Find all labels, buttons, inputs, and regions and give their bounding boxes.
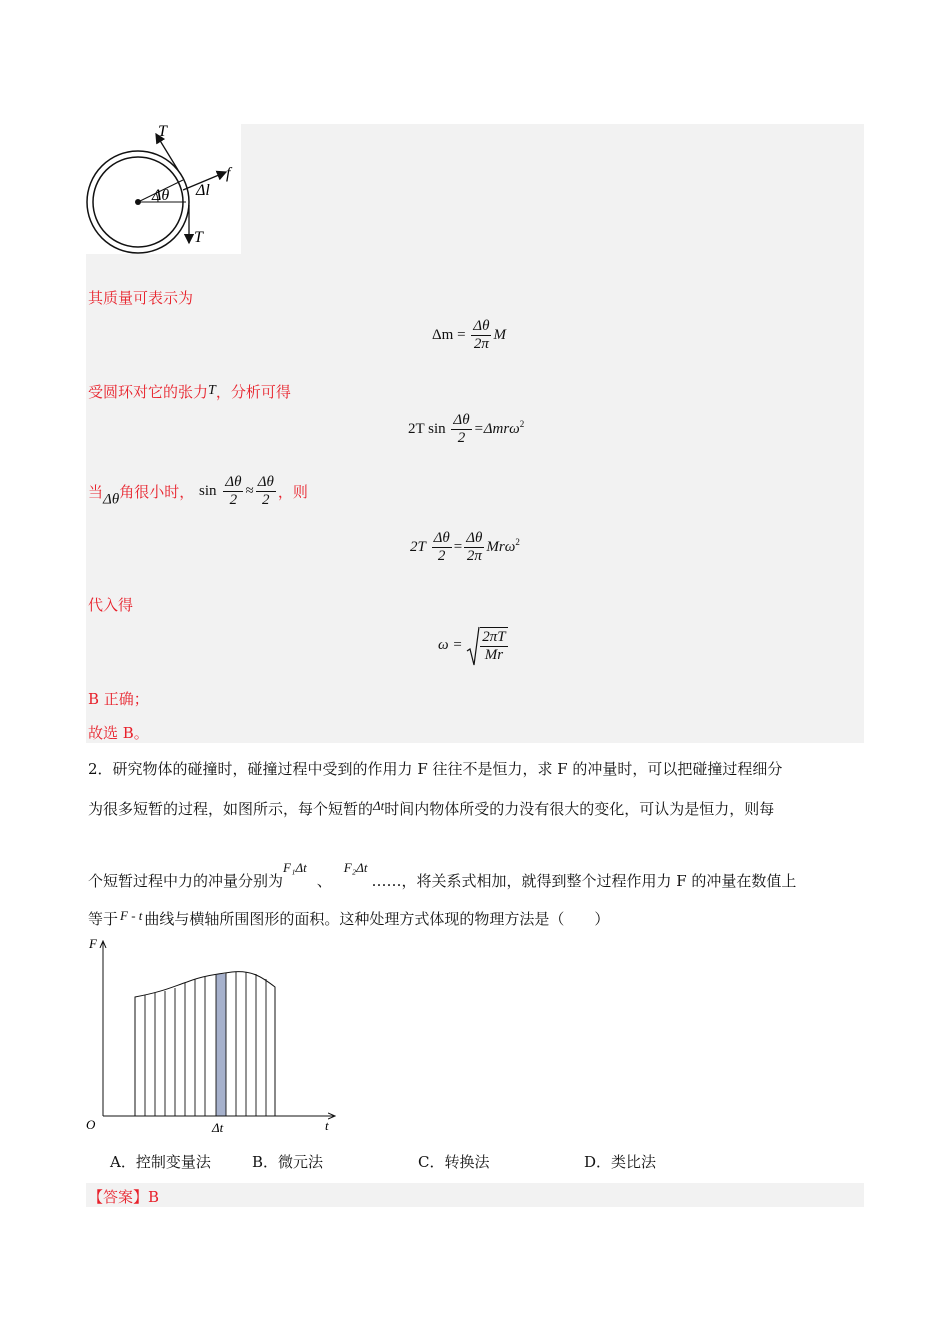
eq3-rhs: Mrω: [486, 538, 516, 555]
ring-tension-diagram: [86, 120, 246, 255]
label-t-bottom: T: [194, 229, 203, 246]
eq1-num: Δθ: [473, 318, 490, 334]
axis-x-label: t: [325, 1118, 329, 1133]
option-b[interactable]: B．微元法: [252, 1153, 324, 1171]
line3-pre: 当: [88, 483, 104, 501]
q2-line4-post: 曲线与横轴所围图形的面积。这种处理方式体现的物理方法是（ ）: [144, 910, 610, 928]
sqrt-sign: [466, 625, 480, 669]
eq1-lhs: Δm =: [432, 326, 466, 343]
eq2-sup: 2: [519, 418, 525, 429]
q2-line3-pre: 个短暂过程中力的冲量分别为: [88, 872, 284, 890]
force-time-graph: [82, 932, 352, 1142]
eq2-rhs: =Δmrω: [473, 420, 520, 437]
equation-omega: [438, 627, 510, 664]
eq3-sup: 2: [515, 536, 520, 547]
eq2-lhs: 2T sin: [408, 420, 446, 437]
eq1-den: 2π: [473, 336, 489, 352]
delta-t-label: Δt: [212, 1120, 224, 1135]
strip-lines: [135, 972, 266, 1116]
equation-tension: [408, 412, 524, 447]
question-2-line-3: [88, 858, 796, 891]
option-d[interactable]: D．类比法: [584, 1153, 657, 1171]
question-2-line-4: [88, 906, 609, 929]
line2-t: T: [208, 383, 216, 398]
q2-line3-f1: F₁Δt: [283, 860, 307, 875]
eq3-eq: =: [453, 538, 463, 555]
label-delta-l: Δl: [196, 182, 210, 199]
eq3-num1: Δθ: [433, 530, 450, 546]
line3-sym: Δθ: [103, 491, 120, 508]
eq4-lhs: ω =: [438, 637, 463, 653]
label-t-top: T: [158, 123, 167, 140]
line3-den2: 2: [262, 492, 270, 508]
q2-line3-f2: F₂Δt: [343, 860, 368, 875]
line2-pre: 受圆环对它的张力: [88, 383, 209, 401]
equation-small-angle: [410, 530, 520, 565]
q2-line2-dt: Δt: [373, 798, 385, 813]
label-f: f: [226, 165, 231, 182]
line3-approx: ≈: [245, 483, 254, 499]
solution-line-5: B 正确；: [88, 690, 149, 708]
q2-line2-pre: 为很多短暂的过程，如图所示，每个短暂的: [88, 800, 374, 818]
option-a[interactable]: A．控制变量法: [110, 1153, 211, 1171]
q2-line2-post: 时间内物体所受的力没有很大的变化，可认为是恒力，则每: [384, 800, 775, 818]
solution-line-3: [88, 474, 308, 509]
label-delta-theta: Δθ: [152, 187, 170, 204]
question-2-line-1: 2．研究物体的碰撞时，碰撞过程中受到的作用力 F 往往不是恒力，求 F 的冲量时，可以把碰撞过程细分: [88, 760, 783, 778]
eq4-num: 2πT: [482, 629, 506, 645]
axis-y-label: F: [89, 936, 97, 951]
option-c[interactable]: C．转换法: [418, 1153, 490, 1171]
question-2-line-2: [88, 796, 774, 819]
answer-value: B: [148, 1188, 160, 1206]
eq3-den2: 2π: [466, 548, 482, 564]
q2-line4-ft: F - t: [120, 908, 143, 923]
solution-line-1: 其质量可表示为: [88, 289, 194, 307]
line3-den1: 2: [229, 492, 238, 508]
line3-post: ，则: [277, 483, 308, 501]
solution-line-4: 代入得: [88, 596, 134, 614]
solution-line-6: 故选 B。: [88, 724, 149, 742]
eq2-num: Δθ: [453, 412, 470, 428]
origin-label: O: [86, 1117, 96, 1132]
line3-mid: 角很小时，: [119, 483, 195, 501]
line2-post: ，分析可得: [215, 383, 291, 401]
line3-sin: sin: [198, 483, 217, 499]
equation-mass: [432, 318, 506, 353]
eq3-den1: 2: [437, 548, 446, 564]
solution-line-2: [88, 381, 291, 402]
line3-num1: Δθ: [225, 474, 242, 490]
highlighted-strip: [216, 974, 226, 1116]
eq3-lhs: 2T: [410, 538, 426, 555]
q2-line3-sep: 、: [316, 872, 332, 890]
eq4-den: Mr: [484, 647, 504, 663]
q2-line4-pre: 等于: [88, 910, 119, 928]
eq2-den: 2: [457, 430, 466, 446]
answer: [88, 1186, 159, 1207]
eq3-num2: Δθ: [466, 530, 483, 546]
eq1-rhs: M: [493, 326, 506, 343]
line3-num2: Δθ: [257, 474, 274, 490]
answer-bar: [86, 1183, 864, 1207]
answer-label: 【答案】: [88, 1188, 149, 1206]
q2-line3-post: ……，将关系式相加，就得到整个过程作用力 F 的冲量在数值上: [371, 872, 797, 890]
